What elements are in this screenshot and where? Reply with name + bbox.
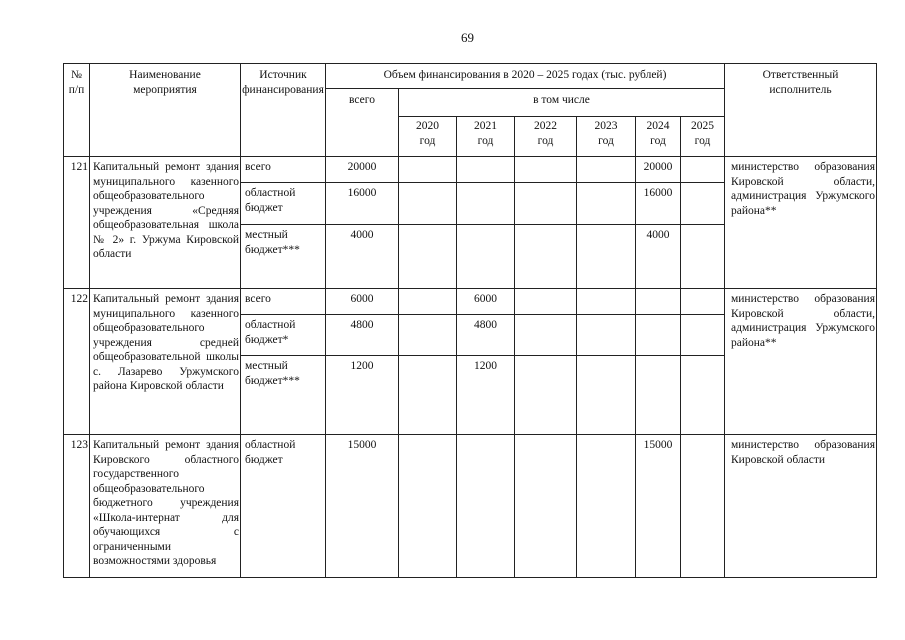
amount-2024 [636,315,681,356]
amount-2022 [515,315,577,356]
amount-2020 [399,315,457,356]
amount-total: 20000 [326,157,399,183]
amount-2022 [515,356,577,435]
amount-2020 [399,356,457,435]
amount-2022 [515,157,577,183]
amount-2023 [577,315,636,356]
amount-2024: 15000 [636,435,681,578]
amount-2025 [681,183,725,225]
amount-total: 4800 [326,315,399,356]
amount-2021: 6000 [457,289,515,315]
table-row [64,435,877,578]
event-name: Капитальный ремонт здания Кировского областного государственного общеобразовательного бюджетного учреждения «Школа-интернат для обучающихся с ограниченными возможностями здоровья [90,435,241,578]
amount-total: 1200 [326,356,399,435]
amount-2025 [681,157,725,183]
amount-2022 [515,183,577,225]
page-number: 69 [461,30,474,45]
table-row [64,157,877,183]
amount-2024 [636,289,681,315]
amount-2023 [577,157,636,183]
amount-2023 [577,183,636,225]
amount-2021: 1200 [457,356,515,435]
row-number: 121 [64,157,90,289]
amount-2021 [457,435,515,578]
amount-total: 4000 [326,225,399,289]
amount-2021 [457,225,515,289]
amount-total: 15000 [326,435,399,578]
amount-2025 [681,435,725,578]
header-year-2024: 2024 год [636,117,681,157]
amount-2024 [636,356,681,435]
amount-total: 16000 [326,183,399,225]
amount-2020 [399,183,457,225]
funding-source: областной бюджет* [241,315,326,356]
amount-2021 [457,183,515,225]
row-number: 123 [64,435,90,578]
funding-source: всего [241,157,326,183]
financing-table [63,63,877,578]
amount-2024: 20000 [636,157,681,183]
amount-2025 [681,315,725,356]
funding-source: всего [241,289,326,315]
header-including: в том числе [399,89,725,117]
header-event-name: Наименование мероприятия [90,64,241,157]
amount-2020 [399,225,457,289]
executor: министерство образования Кировской области, администрация Уржумского района** [725,289,877,435]
amount-2024: 4000 [636,225,681,289]
amount-2022 [515,225,577,289]
header-funding-volume: Объем финансирования в 2020 – 2025 годах (тыс. рублей) [326,64,725,89]
funding-source: областной бюджет [241,435,326,578]
funding-source: местный бюджет*** [241,356,326,435]
header-funding-source: Источник финансирования [241,64,326,157]
header-year-2023: 2023 год [577,117,636,157]
row-number: 122 [64,289,90,435]
amount-2020 [399,435,457,578]
event-name: Капитальный ремонт здания муниципального казенного общеобразовательного учреждения средней общеобразовательной школы с. Лазарево Уржумского района Кировской области [90,289,241,435]
amount-2025 [681,225,725,289]
header-year-2021: 2021 год [457,117,515,157]
amount-2022 [515,435,577,578]
amount-2023 [577,435,636,578]
header-year-2022: 2022 год [515,117,577,157]
header-executor: Ответственный исполнитель [725,64,877,157]
amount-2020 [399,289,457,315]
executor: министерство образования Кировской области, администрация Уржумского района** [725,157,877,289]
amount-2022 [515,289,577,315]
header-year-2020: 2020 год [399,117,457,157]
amount-2025 [681,289,725,315]
header-number: № п/п [64,64,90,157]
amount-2023 [577,289,636,315]
amount-2020 [399,157,457,183]
header-total: всего [326,89,399,157]
event-name: Капитальный ремонт здания муниципального казенного общеобразовательного учреждения «Средняя общеобразовательная школа № 2» г. Уржума Кировской области [90,157,241,289]
amount-2023 [577,225,636,289]
amount-2021: 4800 [457,315,515,356]
funding-source: областной бюджет [241,183,326,225]
amount-2025 [681,356,725,435]
amount-2024: 16000 [636,183,681,225]
table-row [64,289,877,315]
funding-source: местный бюджет*** [241,225,326,289]
amount-2023 [577,356,636,435]
amount-total: 6000 [326,289,399,315]
amount-2021 [457,157,515,183]
executor: министерство образования Кировской области [725,435,877,578]
header-year-2025: 2025 год [681,117,725,157]
